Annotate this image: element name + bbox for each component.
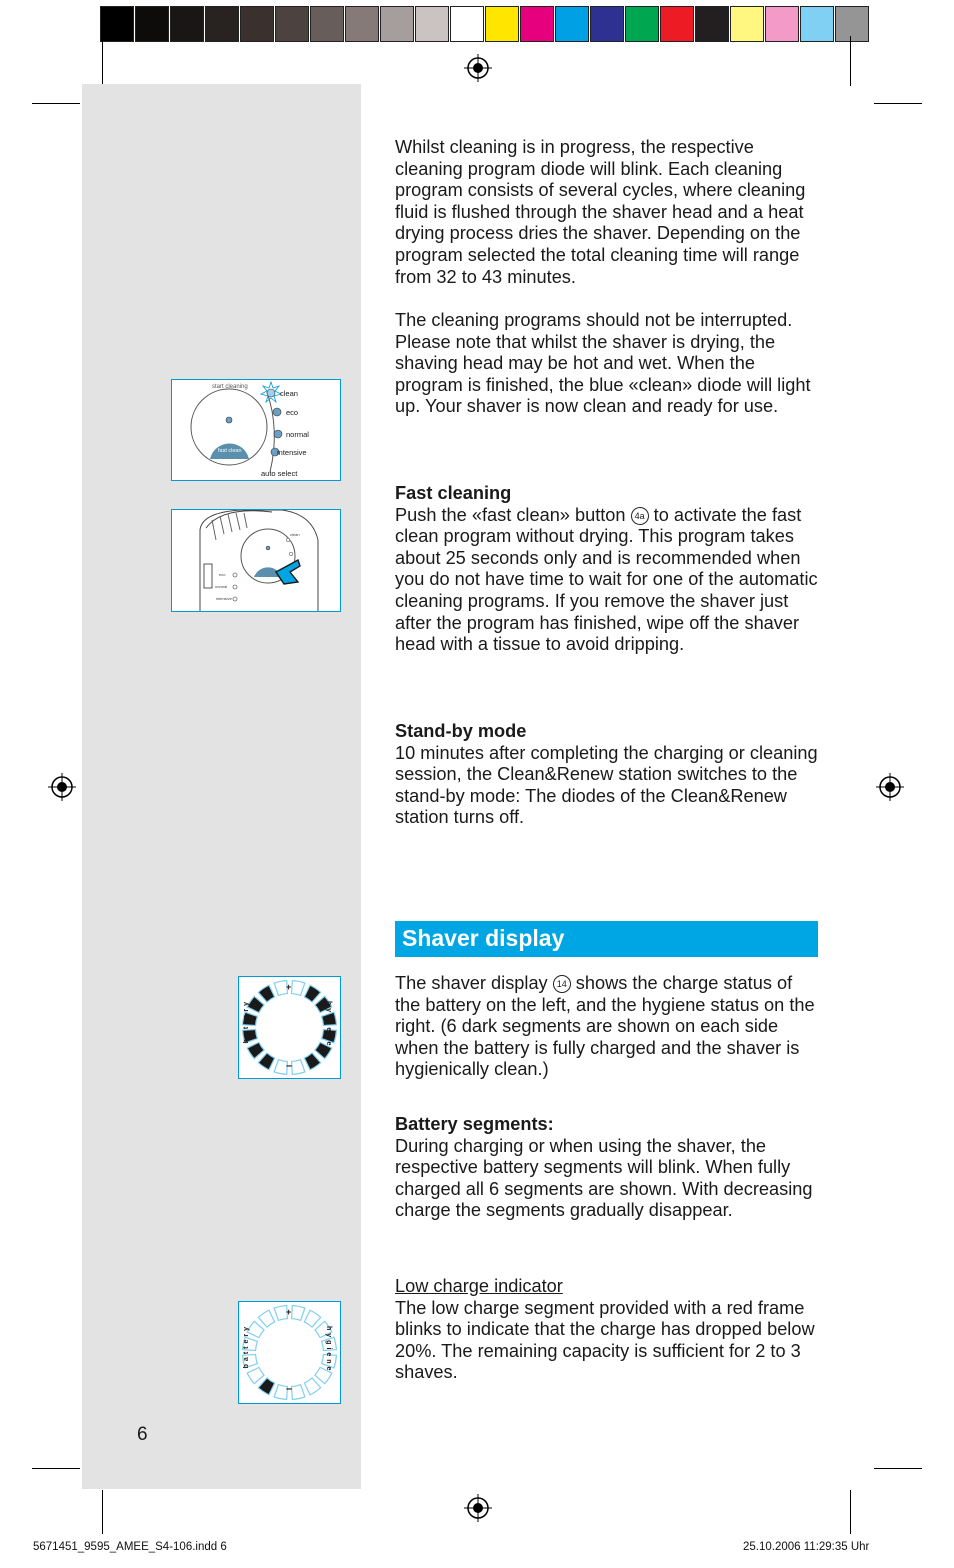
crop-mark [874, 103, 922, 104]
display-segment [258, 985, 274, 1002]
clean-label: clean [280, 389, 298, 398]
display-segment [247, 1042, 264, 1058]
fast-cleaning-heading: Fast cleaning [395, 483, 512, 503]
display-segment [292, 1385, 305, 1400]
color-swatch [135, 6, 169, 42]
color-swatch [100, 6, 134, 42]
footer-file-info: 5671451_9595_AMEE_S4-106.indd 6 [33, 1541, 227, 1553]
shaver-display-full-figure [238, 976, 341, 1079]
normal-label: normal [286, 430, 309, 439]
low-charge-heading: Low charge indicator [395, 1276, 563, 1296]
display-text-b: shows the charge status of the battery on the left, and the hygiene status on the right. (6 dark segments are shown on each side when the battery is fully charged and the shaver is hygienically clean.) [395, 973, 815, 1080]
display-segment [304, 1053, 320, 1070]
standby-text: 10 minutes after completing the charging or cleaning session, the Clean&Renew station switches to the stand-by mode: The diodes of the Clean&Renew station turns off. [395, 742, 818, 828]
color-swatch [380, 6, 414, 42]
registration-mark-icon [48, 773, 76, 801]
battery-segments-section [395, 1114, 820, 1222]
registration-mark-icon [464, 54, 492, 82]
color-swatch [555, 6, 589, 42]
color-swatch [485, 6, 519, 42]
color-swatch [660, 6, 694, 42]
start-cleaning-label: start cleaning [212, 384, 248, 390]
color-swatch [275, 6, 309, 42]
low-charge-text: The low charge segment provided with a red frame blinks to indicate that the charge has dropped below 20%. The remaining capacity is sufficient for 2 to 3 shaves. [395, 1297, 815, 1383]
cleaning-program-figure [171, 379, 341, 481]
fast-cleaning-text-a: Push the «fast clean» button [395, 504, 626, 525]
color-swatch [730, 6, 764, 42]
display-battery-label: battery [243, 999, 250, 1044]
battery-segments-text: During charging or when using the shaver, the respective battery segments will blink. When fully charged all 6 segments are shown. With decreasing charge the segments gradually disappear. [395, 1135, 813, 1221]
color-swatch [450, 6, 484, 42]
display-segment [247, 1367, 264, 1383]
display-segment [258, 1378, 274, 1395]
color-swatch [835, 6, 869, 42]
display-plus-label: + [286, 982, 292, 992]
intensive-label: intensive [277, 448, 307, 457]
display-segment [258, 1310, 274, 1327]
color-swatch [625, 6, 659, 42]
color-swatch [765, 6, 799, 42]
fast-cleaning-text-b: to activate the fast clean program without drying. This program takes about 25 seconds only and is recommended when you do not have time to wait for one of the automatic cleaning programs. If you remove the shaver just after the program has finished, wipe off the shaver head with a tissue to avoid dripping. [395, 504, 818, 655]
crop-mark [850, 36, 851, 86]
registration-mark-icon [876, 773, 904, 801]
battery-segments-heading: Battery segments: [395, 1114, 554, 1134]
reference-number: 4a [631, 507, 649, 525]
display-segment [304, 1310, 320, 1327]
cleaning-interrupt-paragraph: The cleaning programs should not be interrupted. Please note that whilst the shaver is drying, the shaving head may be hot and wet. When the program is finished, the blue «clean» diode will light up. Your shaver is now clean and ready for use. [395, 310, 811, 417]
section-title: Shaver display [402, 925, 565, 951]
cleaning-progress-paragraph: Whilst cleaning is in progress, the respective cleaning program diode will blink. Each cleaning program consists of several cycles, where cleaning fluid is flushed through the shaver head and a heat drying process dries the shaver. Depending on the program selected the total cleaning time will range from 32 to 43 minutes. [395, 137, 806, 287]
shaver-display-paragraph [395, 973, 820, 1081]
station-clean-label: clean [290, 532, 300, 537]
sidebar-panel [82, 84, 361, 1489]
display-hygiene-label: hygiene [325, 1001, 332, 1049]
crop-mark [102, 1490, 103, 1534]
standby-heading: Stand-by mode [395, 721, 527, 741]
low-charge-section [395, 1276, 820, 1384]
station-eco-label: eco [219, 572, 226, 577]
registration-mark-icon [464, 1494, 492, 1522]
footer-timestamp: 25.10.2006 11:29:35 Uhr [743, 1541, 870, 1553]
page-number: 6 [137, 1424, 148, 1445]
crop-mark [32, 1468, 80, 1469]
crop-mark [32, 103, 80, 104]
display-segment [292, 1060, 305, 1075]
crop-mark [102, 36, 103, 86]
display-segment [304, 1378, 320, 1395]
color-swatch [800, 6, 834, 42]
color-swatch [695, 6, 729, 42]
display-battery-label: battery [243, 1324, 250, 1369]
display-minus-label: – [286, 1060, 293, 1072]
fast-clean-label: fast clean [218, 448, 242, 454]
color-swatch [415, 6, 449, 42]
auto-select-label: auto select [261, 469, 298, 478]
color-swatch [240, 6, 274, 42]
display-text-a: The shaver display [395, 973, 548, 993]
fast-cleaning-section [395, 483, 820, 656]
display-segment [258, 1053, 274, 1070]
display-segment [292, 981, 305, 996]
standby-section [395, 721, 820, 829]
shaver-display-low-figure [238, 1301, 341, 1404]
crop-mark [850, 1490, 851, 1534]
display-plus-label: + [286, 1307, 292, 1317]
fast-clean-station-figure [171, 509, 341, 612]
station-normal-label: normal [215, 584, 228, 589]
color-swatch [345, 6, 379, 42]
display-segment [304, 985, 320, 1002]
display-hygiene-label: hygiene [325, 1326, 332, 1374]
display-minus-label: – [286, 1383, 293, 1395]
color-swatch [520, 6, 554, 42]
color-swatch [590, 6, 624, 42]
color-swatch [170, 6, 204, 42]
station-intensive-label: intensive [216, 596, 232, 601]
crop-mark [874, 1468, 922, 1469]
display-segment [292, 1306, 305, 1321]
eco-label: eco [286, 408, 299, 417]
color-swatch [310, 6, 344, 42]
reference-number: 14 [553, 975, 571, 993]
color-calibration-bar [100, 6, 870, 42]
color-swatch [205, 6, 239, 42]
